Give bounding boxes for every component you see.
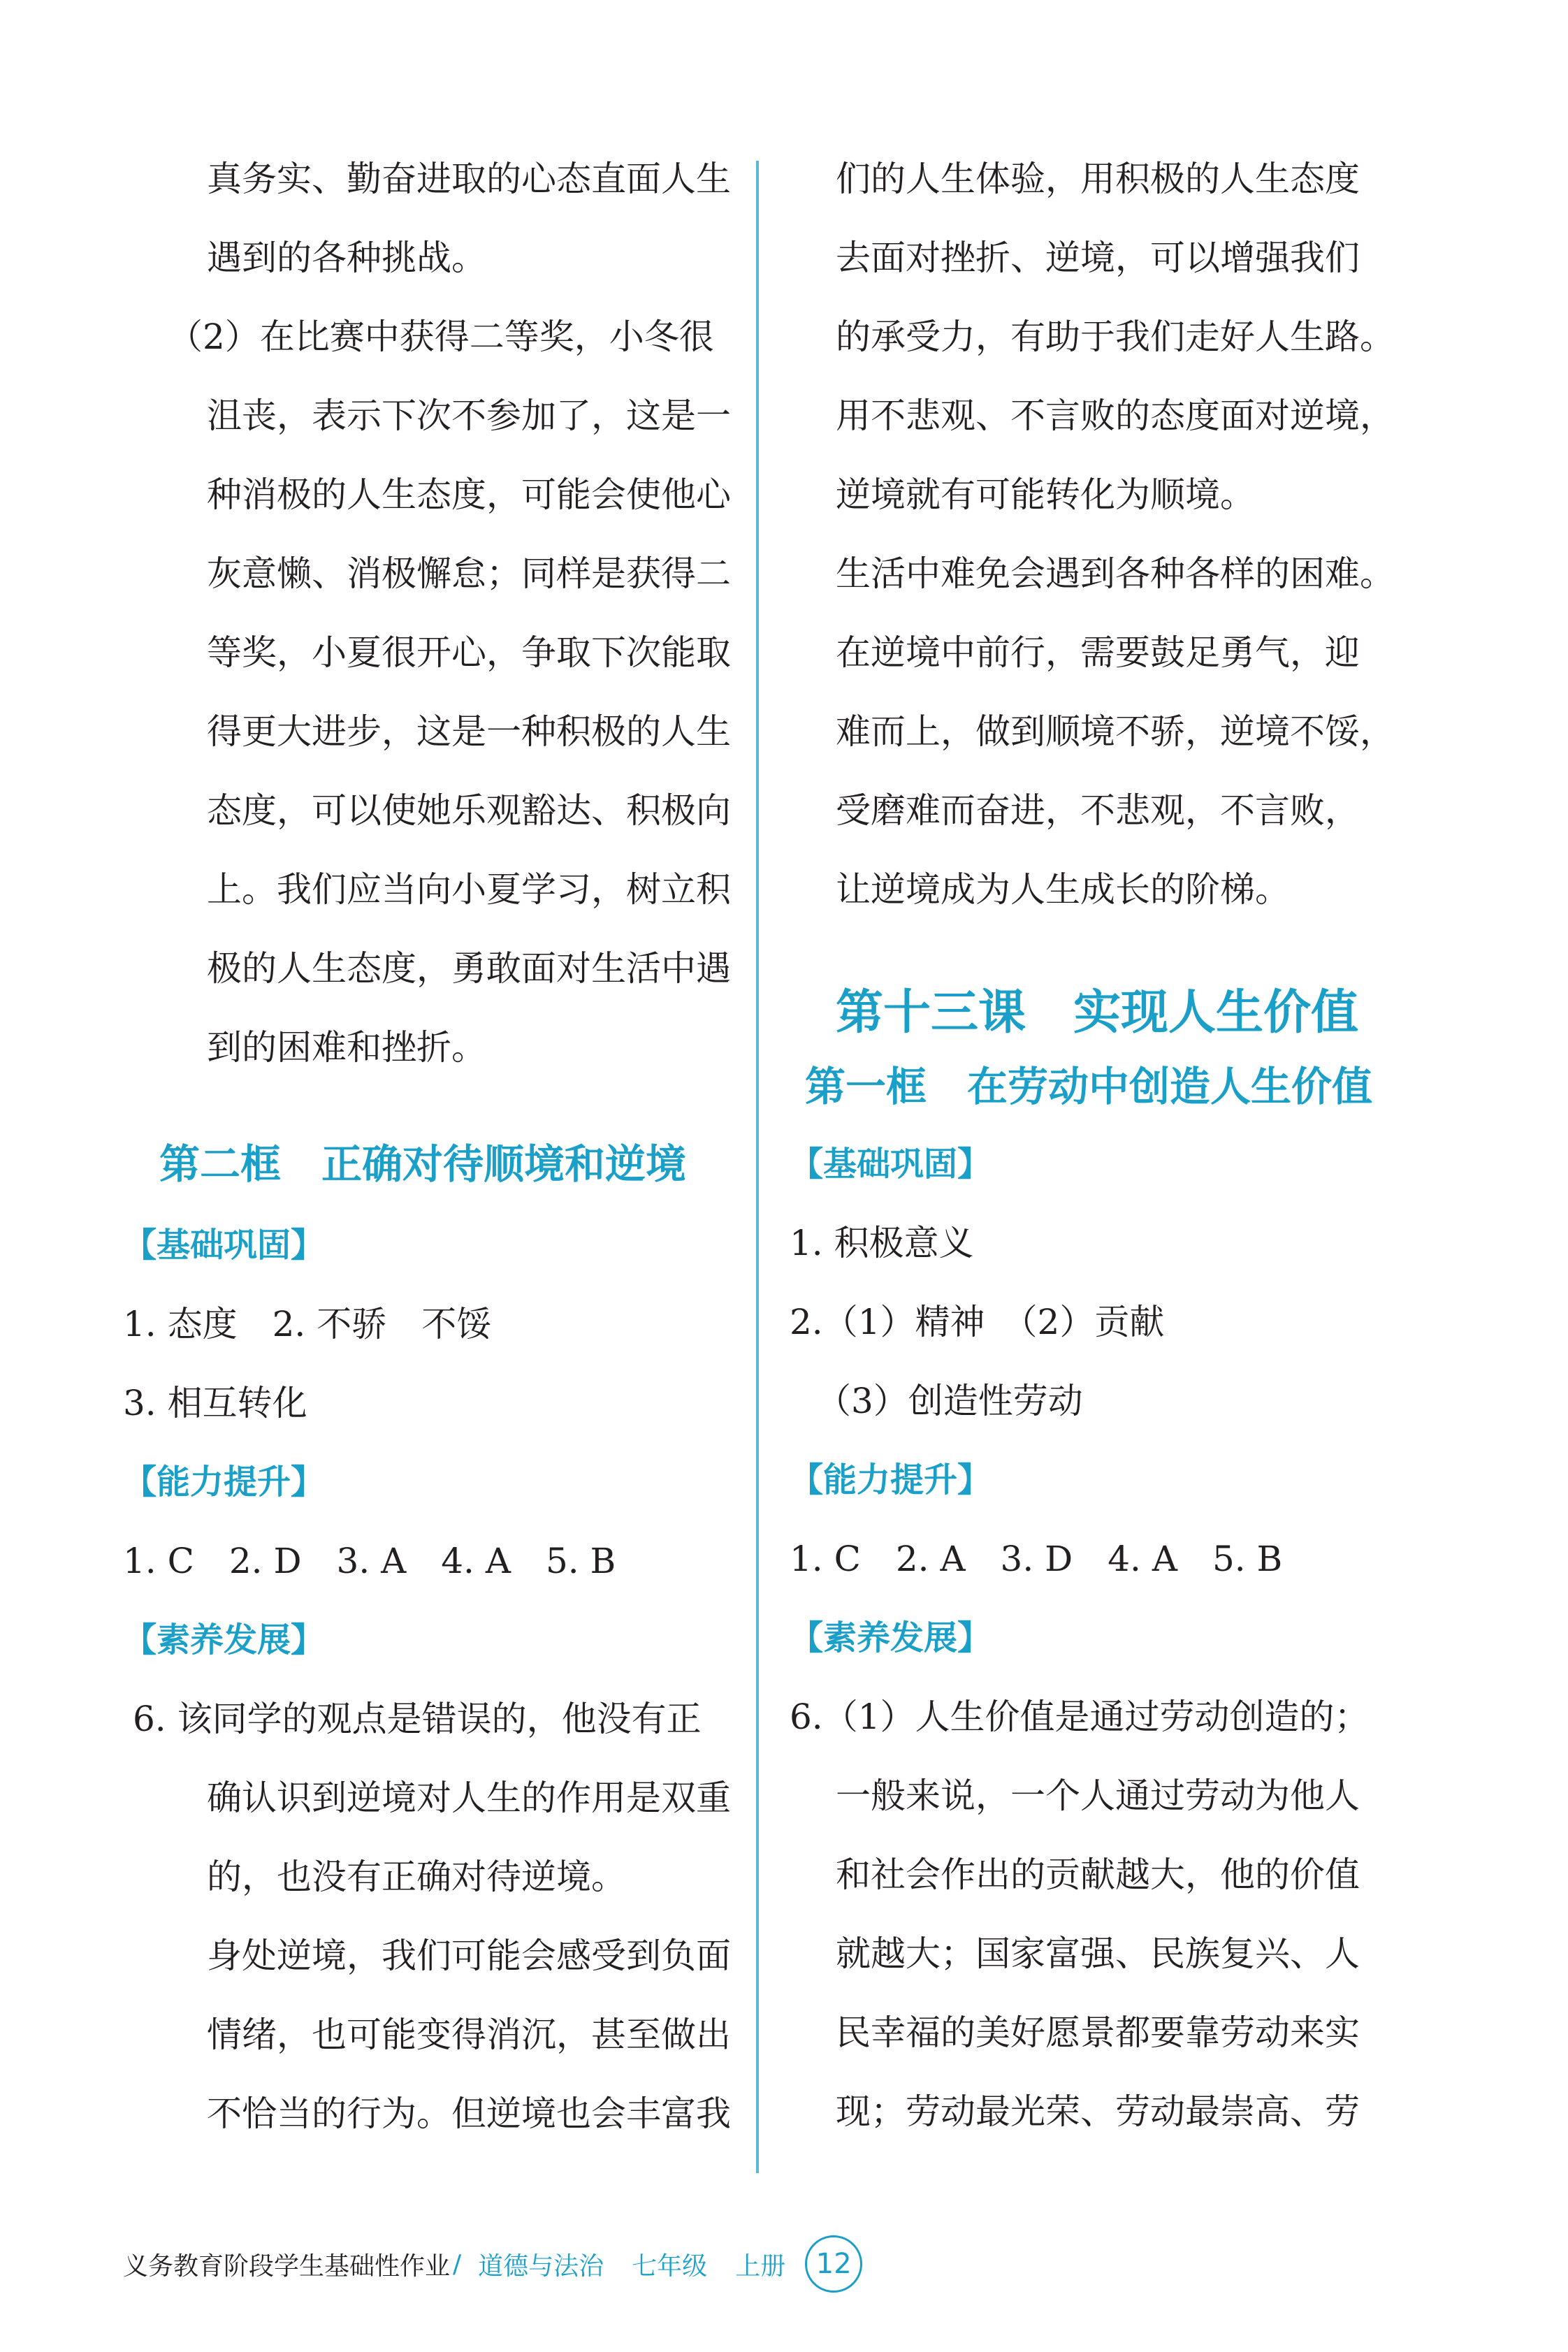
text-line: 等奖，小夏很开心，争取下次能取 [207, 632, 731, 673]
text-line: 就越大；国家富强、民族复兴、人 [836, 1933, 1360, 1974]
tag-ability: 【能力提升】 [790, 1460, 992, 1500]
answer-line: （3）创造性劳动 [816, 1381, 1083, 1421]
text-line: 和社会作出的贡献越大，他的价值 [836, 1854, 1360, 1895]
tag-quality: 【素养发展】 [123, 1620, 325, 1660]
lesson-title: 第十三课 实现人生价值 [836, 985, 1359, 1040]
text-line: 真务实、勤奋进取的心态直面人生 [207, 159, 731, 199]
text-line: 让逆境成为人生成长的阶梯。 [836, 869, 1290, 910]
answer-line: 1. C 2. D 3. A 4. A 5. B [123, 1541, 616, 1581]
text-line: 用不悲观、不言败的态度面对逆境， [836, 395, 1395, 436]
text-line: 生活中难免会遇到各种各样的困难。 [836, 553, 1395, 594]
answer-paragraph [123, 298, 738, 1087]
tag-basic: 【基础巩固】 [123, 1226, 325, 1265]
footer-series: 义务教育阶段学生基础性作业 [123, 2251, 451, 2281]
text-line: 6. 该同学的观点是错误的，他没有正 [133, 1699, 702, 1739]
answer-line: 1. 积极意义 [790, 1223, 974, 1263]
text-line: 极的人生态度，勇敢面对生活中遇 [207, 948, 731, 989]
footer-subject: 道德与法治 [478, 2251, 604, 2281]
text-line: 确认识到逆境对人生的作用是双重 [207, 1778, 731, 1818]
text-line: 遇到的各种挑战。 [207, 238, 486, 278]
footer-grade: 七年级 [632, 2251, 708, 2281]
left-column [123, 140, 738, 2154]
answer-paragraph [123, 140, 738, 298]
text-line: 情绪，也可能变得消沉，甚至做出 [207, 2015, 731, 2055]
text-line: 去面对挫折、逆境，可以增强我们 [836, 238, 1360, 278]
text-line: 的，也没有正确对待逆境。 [207, 1857, 626, 1897]
text-line: 们的人生体验，用积极的人生态度 [836, 159, 1360, 199]
text-line: 沮丧，表示下次不参加了，这是一 [207, 395, 731, 436]
text-line: 上。我们应当向小夏学习，树立积 [207, 869, 731, 910]
text-line: 得更大进步，这是一种积极的人生 [207, 711, 731, 752]
answer-line: 2.（1）精神 （2）贡献 [790, 1302, 1165, 1342]
text-line: 灰意懒、消极懈怠；同样是获得二 [207, 553, 731, 594]
text-line: 种消极的人生态度，可能会使他心 [207, 474, 731, 515]
page-number: 12 [805, 2235, 862, 2293]
answer-line: 3. 相互转化 [123, 1383, 307, 1423]
tag-quality: 【素养发展】 [790, 1618, 992, 1657]
text-line: 身处逆境，我们可能会感受到负面 [207, 1936, 731, 1976]
text-line: 6.（1）人生价值是通过劳动创造的； [790, 1697, 1370, 1737]
column-divider [756, 161, 759, 2173]
text-line: 一般来说，一个人通过劳动为他人 [836, 1776, 1360, 1816]
answer-paragraph [790, 140, 1418, 535]
text-line: 态度，可以使她乐观豁达、积极向 [207, 790, 731, 831]
text-line: 在逆境中前行，需要鼓足勇气，迎 [836, 632, 1360, 673]
text-line: 不恰当的行为。但逆境也会丰富我 [207, 2093, 731, 2134]
tag-basic: 【基础巩固】 [790, 1145, 992, 1184]
footer-volume: 上册 [735, 2251, 786, 2281]
answer-line: 1. 态度 2. 不骄 不馁 [123, 1304, 492, 1344]
text-line: 难而上，做到顺境不骄，逆境不馁， [836, 711, 1395, 752]
text-line: 受磨难而奋进，不悲观，不言败， [836, 790, 1360, 831]
answer-paragraph [790, 535, 1418, 929]
text-line: （2）在比赛中获得二等奖，小冬很 [168, 317, 714, 357]
text-line: 民幸福的美好愿景都要靠劳动来实 [836, 2012, 1360, 2053]
text-line: 到的困难和挫折。 [207, 1027, 486, 1068]
section-title: 第二框 正确对待顺境和逆境 [159, 1140, 687, 1188]
footer-separator: / [453, 2249, 462, 2279]
text-line: 逆境就有可能转化为顺境。 [836, 474, 1255, 515]
right-column [790, 140, 1418, 2151]
section-title: 第一框 在劳动中创造人生价值 [805, 1063, 1373, 1110]
tag-ability: 【能力提升】 [123, 1462, 325, 1502]
text-line: 的承受力，有助于我们走好人生路。 [836, 317, 1395, 357]
answer-line: 1. C 2. A 3. D 4. A 5. B [790, 1539, 1283, 1579]
page-footer [123, 2240, 862, 2288]
text-line: 现；劳动最光荣、劳动最崇高、劳 [836, 2091, 1360, 2132]
